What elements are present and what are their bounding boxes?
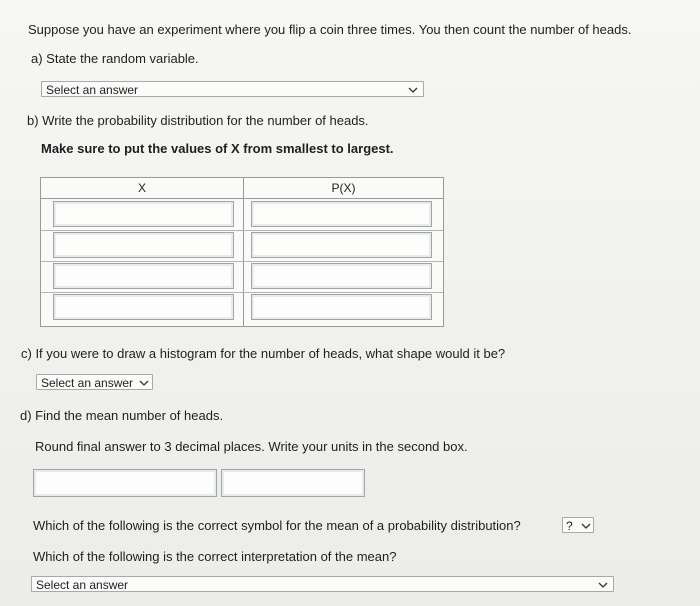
symbol-question: Which of the following is the correct symbol for the mean of a probability distribution?	[33, 518, 521, 533]
table-header	[41, 178, 443, 199]
mean-symbol-select[interactable]	[562, 517, 594, 533]
mean-input[interactable]	[33, 469, 217, 497]
histogram-shape-select-value: Select an answer	[41, 376, 134, 390]
chevron-down-icon	[598, 577, 608, 593]
part-d-instruction: Round final answer to 3 decimal places. Write your units in the second box.	[35, 439, 468, 454]
row-divider	[41, 230, 443, 231]
row-divider	[41, 261, 443, 262]
random-variable-select-value: Select an answer	[46, 83, 139, 97]
px-input-2[interactable]	[251, 232, 432, 258]
x-input-4[interactable]	[53, 294, 234, 320]
x-input-1[interactable]	[53, 201, 234, 227]
header-px: P(X)	[331, 181, 356, 195]
x-input-2[interactable]	[53, 232, 234, 258]
intro-text: Suppose you have an experiment where you flip a coin three times. You then count the number of heads.	[28, 22, 632, 37]
part-d-prompt: d) Find the mean number of heads.	[20, 408, 224, 423]
header-x: X	[137, 181, 146, 195]
row-divider	[41, 292, 443, 293]
chevron-down-icon	[581, 518, 591, 534]
mean-symbol-select-value: ?	[566, 519, 573, 533]
chevron-down-icon	[408, 82, 418, 98]
column-divider	[243, 178, 244, 326]
px-input-4[interactable]	[251, 294, 432, 320]
interpretation-select[interactable]	[31, 576, 614, 592]
part-c-prompt: c) If you were to draw a histogram for the number of heads, what shape would it be?	[21, 346, 506, 361]
part-a-prompt: a) State the random variable.	[31, 51, 199, 66]
units-input[interactable]	[221, 469, 365, 497]
chevron-down-icon	[139, 375, 149, 391]
x-input-3[interactable]	[53, 263, 234, 289]
part-b-prompt: b) Write the probability distribution for the number of heads.	[27, 113, 369, 128]
interpretation-question: Which of the following is the correct interpretation of the mean?	[33, 549, 397, 564]
histogram-shape-select[interactable]	[36, 374, 153, 390]
part-b-instruction: Make sure to put the values of X from smallest to largest.	[41, 141, 394, 156]
probability-distribution-table	[40, 177, 444, 327]
random-variable-select[interactable]	[41, 81, 424, 97]
px-input-1[interactable]	[251, 201, 432, 227]
interpretation-select-value: Select an answer	[36, 578, 129, 592]
px-input-3[interactable]	[251, 263, 432, 289]
